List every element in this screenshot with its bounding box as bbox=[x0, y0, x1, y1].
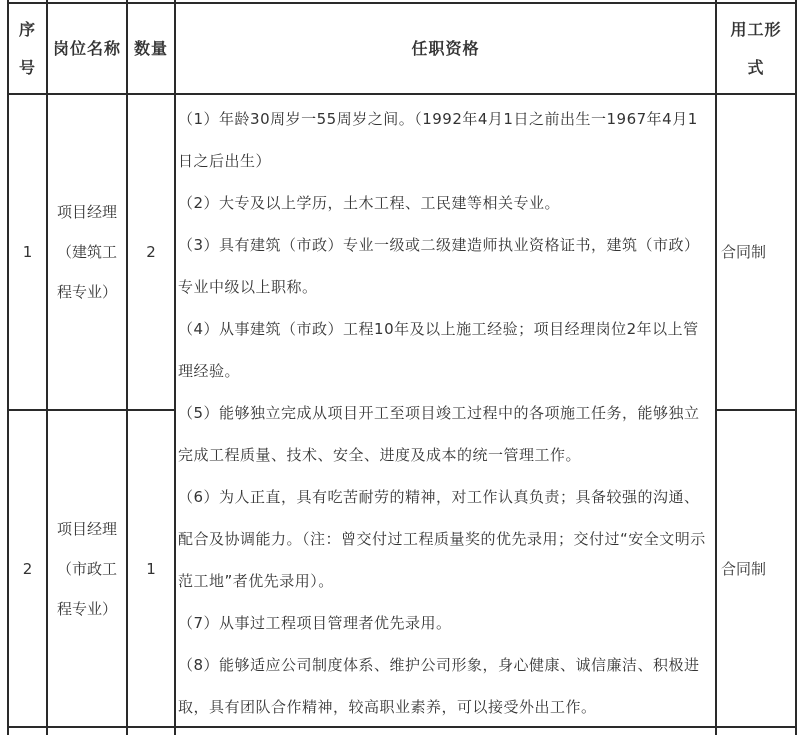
row-1-count: 2 bbox=[146, 243, 156, 261]
row-1-employment-type: 合同制 bbox=[721, 243, 767, 261]
row-2-seq: 2 bbox=[22, 559, 33, 578]
header-qualifications: 任职资格 bbox=[411, 38, 480, 58]
qualification-item: （6）为人正直，具有吃苦耐劳的精神，对工作认真负责；具备较强的沟通、配合及协调能力。（注：曾交付过工程质量奖的优先录用；交付过“安全文明示范工地”者优先录用）。 bbox=[178, 488, 706, 590]
qualification-item: （7）从事过工程项目管理者优先录用。 bbox=[178, 614, 452, 632]
qualifications-cell bbox=[178, 98, 713, 728]
row-1-position: 项目经理（建筑工程专业） bbox=[56, 203, 117, 301]
header-seq: 序号 bbox=[18, 19, 36, 77]
row-2-position: 项目经理（市政工程专业） bbox=[56, 519, 117, 618]
row-2-count: 1 bbox=[146, 559, 156, 578]
row-2-employment-type: 合同制 bbox=[721, 559, 767, 578]
header-position: 岗位名称 bbox=[52, 38, 121, 58]
row-1-seq: 1 bbox=[22, 243, 33, 261]
qualification-item: （2）大专及以上学历，土木工程、工民建等相关专业。 bbox=[178, 194, 561, 212]
qualification-item: （8）能够适应公司制度体系、维护公司形象，身心健康、诚信廉洁、积极进取，具有团队合作精神，较高职业素养，可以接受外出工作。 bbox=[178, 656, 700, 716]
table-border bbox=[174, 0, 176, 735]
header-count: 数量 bbox=[133, 38, 168, 58]
table-border bbox=[795, 0, 797, 735]
qualification-item: （5）能够独立完成从项目开工至项目竣工过程中的各项施工任务，能够独立完成工程质量、技术、安全、进度及成本的统一管理工作。 bbox=[178, 404, 700, 464]
header-employment-type: 用工形式 bbox=[730, 19, 782, 77]
qualification-item: （3）具有建筑（市政）专业一级或二级建造师执业资格证书，建筑（市政）专业中级以上职称。 bbox=[178, 236, 700, 296]
qualification-item: （1）年龄30周岁一55周岁之间。（1992年4月1日之前出生一1967年4月1日之后出生） bbox=[178, 110, 698, 170]
qualification-item: （4）从事建筑（市政）工程10年及以上施工经验；项目经理岗位2年以上管理经验。 bbox=[178, 320, 699, 380]
